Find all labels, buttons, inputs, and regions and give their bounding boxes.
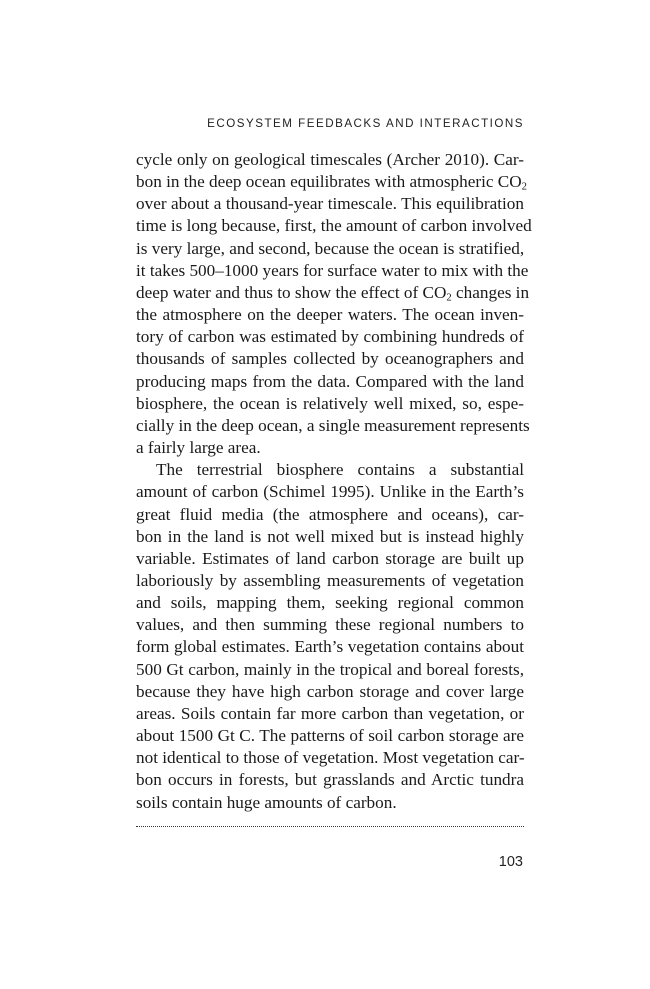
text-line: areas. Soils contain far more carbon than vegetation, or: [136, 703, 524, 723]
text-line: deep water and thus to show the effect of $CO_2$ changes in: [136, 282, 530, 304]
text-line: soils contain huge amounts of carbon.: [136, 792, 397, 812]
text-line: bon in the land is not well mixed but is instead highly: [136, 526, 524, 546]
text-line: is very large, and second, because the ocean is stratified,: [136, 238, 525, 258]
text-line: 500 Gt carbon, mainly in the tropical and boreal forests,: [136, 659, 524, 679]
text-line: not identical to those of vegetation. Most vegetation car-: [136, 748, 525, 768]
text-line: variable. Estimates of land carbon storage are built up: [136, 548, 524, 568]
text-line: values, and then summing these regional numbers to: [136, 615, 524, 635]
text-line: it takes 500–1000 years for surface water to mix with the: [136, 260, 529, 280]
text-line: over about a thousand-year timescale. This equilibration: [136, 194, 524, 214]
dotted-rule: [136, 826, 524, 827]
running-head: ECOSYSTEM FEEDBACKS AND INTERACTIONS: [207, 117, 524, 130]
text-line: great fluid media (the atmosphere and oceans), car-: [136, 504, 524, 524]
text-line: and soils, mapping them, seeking regional common: [136, 593, 524, 613]
text-line: bon occurs in forests, but grasslands and Arctic tundra: [136, 770, 524, 790]
text-line: cycle only on geological timescales (Archer 2010). Car-: [136, 150, 524, 169]
text-line: the atmosphere on the deeper waters. The ocean inven-: [136, 305, 524, 325]
paragraph: [136, 149, 532, 459]
text-line: bon in the deep ocean equilibrates with atmospheric $CO_2$: [136, 172, 527, 193]
text-line: a fairly large area.: [136, 438, 261, 458]
page-number: 103: [498, 854, 523, 870]
paragraph: [136, 459, 524, 814]
text-line: about 1500 Gt C. The patterns of soil carbon storage are: [136, 726, 524, 746]
text-line: The terrestrial biosphere contains a substantial: [156, 460, 524, 480]
subscript: 2: [521, 181, 527, 193]
text-line: tory of carbon was estimated by combining hundreds of: [136, 327, 524, 347]
text-line: laboriously by assembling measurements of vegetation: [136, 570, 524, 590]
text-line: amount of carbon (Schimel 1995). Unlike in the Earth’s: [136, 482, 524, 502]
body-text: [136, 149, 532, 814]
text-line: form global estimates. Earth’s vegetation contains about: [136, 637, 524, 657]
subscript: 2: [446, 292, 452, 304]
text-line: because they have high carbon storage and cover large: [136, 681, 524, 701]
text-line: cially in the deep ocean, a single measurement represents: [136, 415, 530, 435]
text-line: biosphere, the ocean is relatively well mixed, so, espe-: [136, 393, 524, 413]
text-line: thousands of samples collected by oceanographers and: [136, 349, 524, 369]
text-line: producing maps from the data. Compared with the land: [136, 371, 524, 391]
text-line: time is long because, first, the amount of carbon involved: [136, 216, 532, 236]
